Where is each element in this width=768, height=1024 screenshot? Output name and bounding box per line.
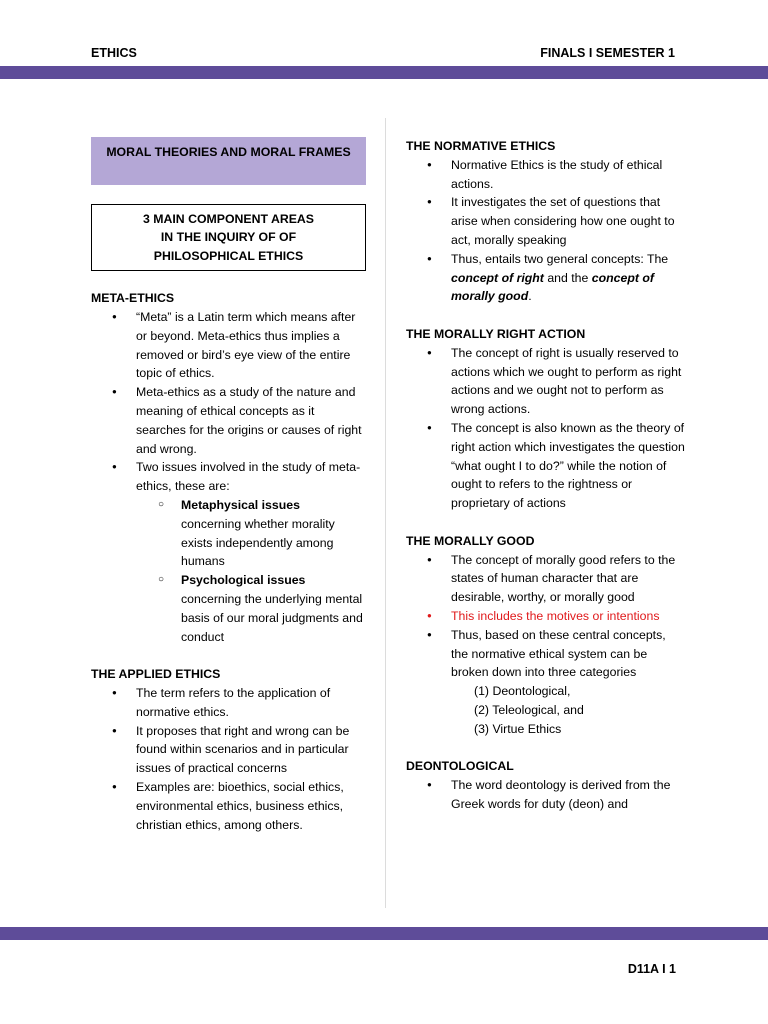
components-box bbox=[91, 204, 366, 271]
header-term: FINALS I SEMESTER 1 bbox=[540, 46, 675, 60]
right-column bbox=[406, 137, 686, 814]
psychological-label: Psychological issues bbox=[181, 573, 306, 588]
footer-band bbox=[0, 927, 768, 940]
list-item: ● It investigates the set of questions that arise when considering how one ought to act, morally speaking bbox=[406, 193, 686, 249]
deontological-heading: DEONTOLOGICAL bbox=[406, 759, 514, 774]
list-item: ● Examples are: bioethics, social ethics, environmental ethics, business ethics, christian ethics, among others. bbox=[91, 778, 366, 834]
category-item: (3) Virtue Ethics bbox=[474, 721, 562, 736]
list-item: ● The concept of morally good refers to the states of human character that are desirable, worthy, or morally good bbox=[406, 551, 686, 607]
concept-of-right: concept of right bbox=[451, 270, 544, 285]
header-subject: ETHICS bbox=[91, 46, 137, 60]
page-number: D11A I 1 bbox=[627, 962, 676, 976]
normative-ethics-heading: THE NORMATIVE ETHICS bbox=[406, 139, 556, 153]
metaphysical-text: concerning whether morality exists independently among humans bbox=[181, 516, 335, 569]
sub-list-item bbox=[91, 571, 366, 646]
highlighted-list-item: ● This includes the motives or intentions bbox=[406, 607, 686, 626]
list-item-text: Thus, entails two general concepts: The bbox=[451, 251, 669, 266]
applied-ethics-heading: THE APPLIED ETHICS bbox=[91, 667, 221, 682]
list-item: ● It proposes that right and wrong can be found within scenarios and in particular issues of practical concerns bbox=[91, 722, 366, 778]
category-item: (2) Teleological, and bbox=[474, 702, 584, 717]
list-item: ● The term refers to the application of normative ethics. bbox=[91, 684, 366, 722]
left-column bbox=[91, 137, 366, 834]
list-item: ● Normative Ethics is the study of ethical actions. bbox=[406, 156, 686, 194]
category-item: (1) Deontological, bbox=[474, 684, 571, 699]
sub-list-item bbox=[91, 496, 366, 571]
right-action-heading: THE MORALLY RIGHT ACTION bbox=[406, 326, 586, 341]
list-item-text: and the bbox=[543, 270, 592, 285]
list-item: ● Thus, based on these central concepts, the normative ethical system can be broken down into three categories bbox=[406, 626, 686, 682]
list-item bbox=[91, 458, 366, 496]
list-item bbox=[406, 250, 686, 306]
applied-ethics-list bbox=[91, 684, 366, 834]
column-divider bbox=[385, 118, 386, 908]
components-line-2: IN THE INQUIRY OF OF bbox=[160, 230, 297, 245]
concept-of-morally-good: concept of morally good bbox=[451, 270, 654, 304]
deontological-list bbox=[406, 776, 686, 814]
meta-ethics-heading: META-ETHICS bbox=[91, 291, 175, 306]
list-item: ● “Meta” is a Latin term which means after or beyond. Meta-ethics thus implies a removed or bird’s eye view of the entire topic of ethics. bbox=[91, 308, 366, 383]
meta-issues-list bbox=[91, 496, 366, 646]
section-title: MORAL THEORIES AND MORAL FRAMES bbox=[91, 137, 366, 185]
normative-ethics-list bbox=[406, 156, 686, 306]
meta-ethics-list bbox=[91, 308, 366, 496]
psychological-text: concerning the underlying mental basis of our moral judgments and conduct bbox=[181, 591, 363, 644]
list-item: ● The concept is also known as the theory of right action which investigates the question “what ought I to do?” while the notion of ought to refers to the rightness or proprietary of actions bbox=[406, 419, 686, 513]
morally-good-heading: THE MORALLY GOOD bbox=[406, 533, 535, 548]
components-line-3: PHILOSOPHICAL ETHICS bbox=[153, 248, 304, 263]
list-item-text: Two issues involved in the study of meta-ethics, these are: bbox=[136, 460, 361, 494]
morally-good-list bbox=[406, 551, 686, 683]
components-line-1: 3 MAIN COMPONENT AREAS bbox=[142, 212, 315, 226]
list-item-text: . bbox=[528, 289, 532, 304]
header-band bbox=[0, 66, 768, 79]
categories-list bbox=[406, 682, 686, 738]
list-item: ● The word deontology is derived from the Greek words for duty (deon) and bbox=[406, 776, 686, 814]
metaphysical-label: Metaphysical issues bbox=[181, 497, 300, 512]
right-action-list bbox=[406, 344, 686, 513]
list-item: ● The concept of right is usually reserved to actions which we ought to perform as right actions and we ought not to perform as wrong actions. bbox=[406, 344, 686, 419]
list-item: ● Meta-ethics as a study of the nature and meaning of ethical concepts as it searches for the origins or causes of right and wrong. bbox=[91, 383, 366, 458]
